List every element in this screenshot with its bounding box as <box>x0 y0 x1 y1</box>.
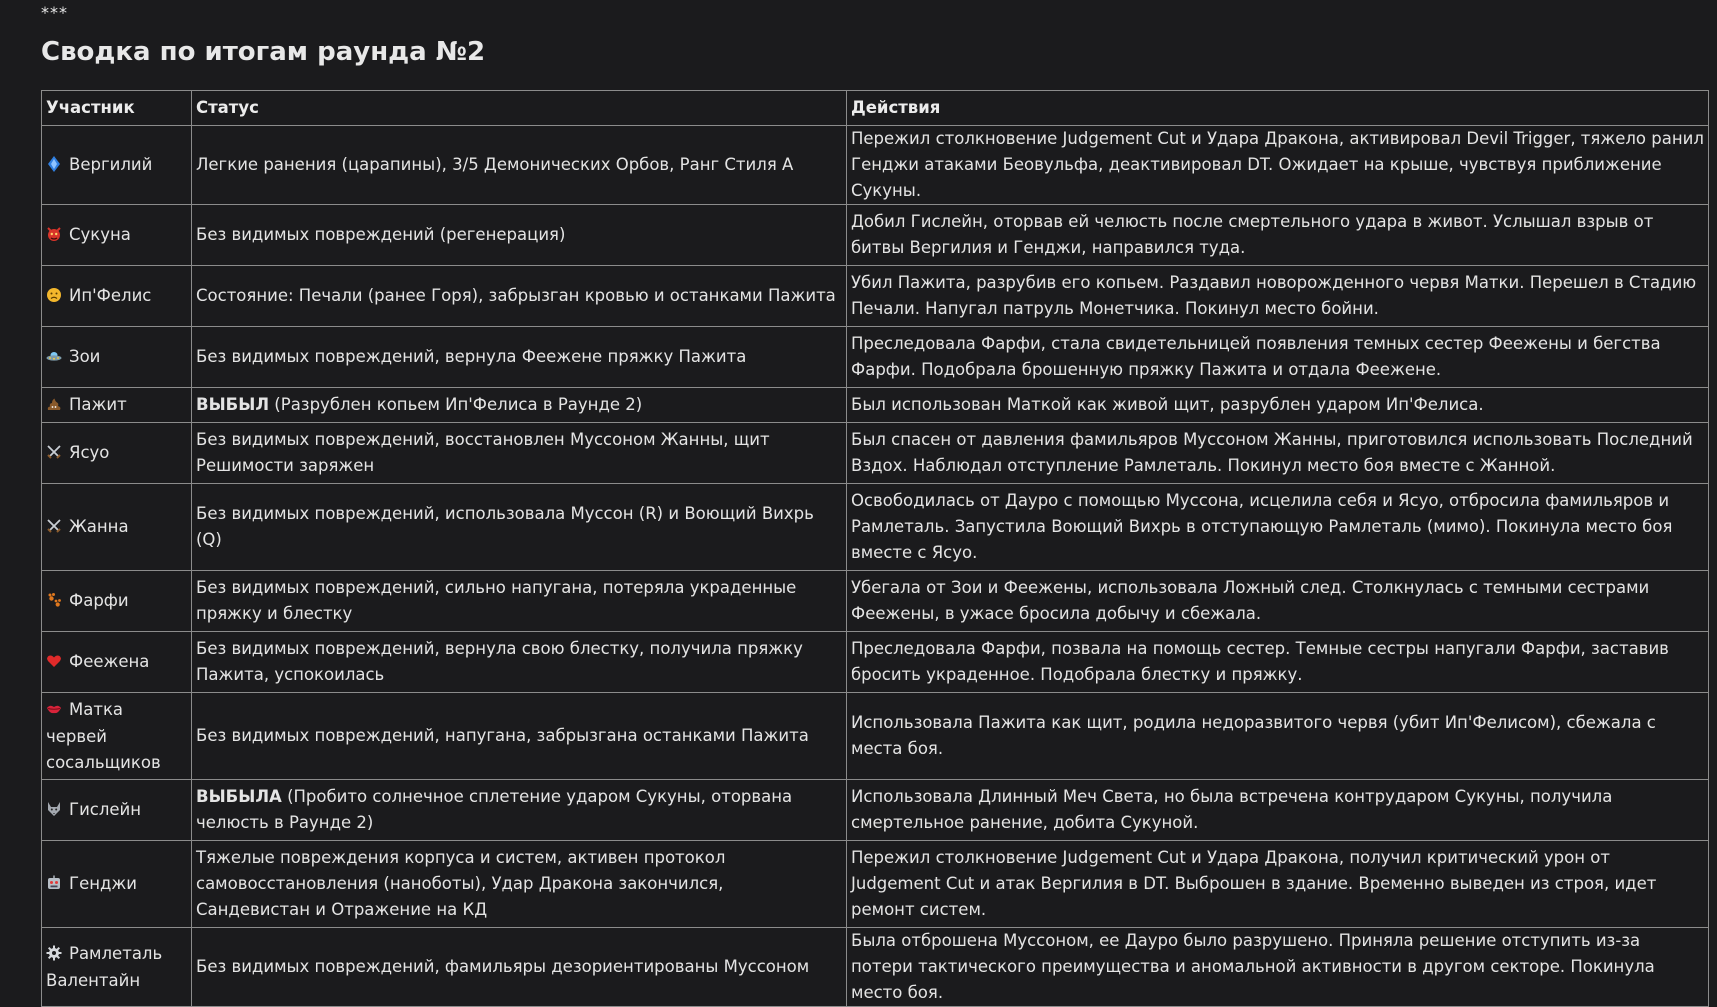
actions-cell: Убил Пажита, разрубив его копьем. Раздавил новорожденного червя Матки. Перешел в Стадию Печали. Напугал патруль Монетчика. Покинул место бойни. <box>847 266 1709 327</box>
actions-cell: Убегала от Зои и Феежены, использовала Ложный след. Столкнулась с темными сестрами Феежены, в ужасе бросила добычу и сбежала. <box>847 571 1709 632</box>
participant-cell <box>42 126 192 205</box>
crossed-swords-icon <box>46 441 62 467</box>
status-cell <box>192 266 847 327</box>
table-row <box>42 388 1709 423</box>
table-row <box>42 327 1709 388</box>
actions-cell: Пережил столкновение Judgement Cut и Удара Дракона, получил критический урон от Judgement Cut и атак Вергилия в DT. Выброшен в здание. Временно выведен из строя, идет ремонт систем. <box>847 841 1709 928</box>
status-cell <box>192 205 847 266</box>
status-text: Без видимых повреждений, использовала Муссон (R) и Воющий Вихрь (Q) <box>196 504 814 549</box>
status-text: Состояние: Печали (ранее Горя), забрызган кровью и останками Пажита <box>196 286 836 305</box>
status-text: Без видимых повреждений, вернула Феежене пряжку Пажита <box>196 347 747 366</box>
table-row <box>42 780 1709 841</box>
actions-cell: Преследовала Фарфи, позвала на помощь сестер. Темные сестры напугали Фарфи, заставив бросить украденное. Подобрала блестку и пряжку. <box>847 632 1709 693</box>
status-text: Без видимых повреждений, вернула свою блестку, получила пряжку Пажита, успокоилась <box>196 639 803 684</box>
status-text: Без видимых повреждений, сильно напугана, потеряла украденные пряжку и блестку <box>196 578 797 623</box>
actions-cell: Преследовала Фарфи, стала свидетельницей появления темных сестер Феежены и бегства Фарфи. Подобрала брошенную пряжку Пажита и отдала Феежене. <box>847 327 1709 388</box>
participant-cell <box>42 484 192 571</box>
sad-face-icon <box>46 284 62 310</box>
participant-cell <box>42 780 192 841</box>
status-text: Без видимых повреждений, напугана, забрызгана останками Пажита <box>196 726 809 745</box>
table-row <box>42 484 1709 571</box>
status-text: (Пробито солнечное сплетение ударом Сукуны, оторвана челюсть в Раунде 2) <box>196 787 793 832</box>
crossed-swords-icon <box>46 515 62 541</box>
participant-cell <box>42 266 192 327</box>
red-heart-icon <box>46 650 62 676</box>
status-cell <box>192 423 847 484</box>
participant-name: Матка червей сосальщиков <box>46 699 161 772</box>
page-title: Сводка по итогам раунда №2 <box>41 37 486 67</box>
participant-name: Гислейн <box>69 799 142 819</box>
table-row <box>42 423 1709 484</box>
actions-cell: Был использован Маткой как живой щит, разрублен ударом Ип'Фелиса. <box>847 388 1709 423</box>
actions-cell: Была отброшена Муссоном, ее Дауро было разрушено. Приняла решение отступить из-за потери тактического преимущества и аномальной активности в другом секторе. Покинула место боя. <box>847 928 1709 1007</box>
participant-name: Рамлеталь Валентайн <box>46 943 163 990</box>
participant-cell <box>42 693 192 780</box>
participant-cell <box>42 632 192 693</box>
paw-prints-icon <box>46 589 62 615</box>
status-cell <box>192 693 847 780</box>
robot-face-icon <box>46 872 62 898</box>
status-cell <box>192 928 847 1007</box>
participant-name: Сукуна <box>69 224 131 244</box>
participant-name: Ясуо <box>69 442 110 462</box>
participant-cell <box>42 928 192 1007</box>
table-row <box>42 571 1709 632</box>
status-cell <box>192 632 847 693</box>
status-cell <box>192 571 847 632</box>
actions-cell: Пережил столкновение Judgement Cut и Удара Дракона, активировал Devil Trigger, тяжело ранил Генджи атаками Беовульфа, деактивировал DT. Ожидает на крыше, чувствуя приближение Сукуны. <box>847 126 1709 205</box>
participant-name: Феежена <box>69 651 150 671</box>
table-header-row <box>42 91 1709 126</box>
status-text: (Разрублен копьем Ип'Фелиса в Раунде 2) <box>269 395 643 414</box>
actions-cell: Добил Гислейн, оторвав ей челюсть после смертельного удара в живот. Услышал взрыв от битвы Вергилия и Генджи, направился туда. <box>847 205 1709 266</box>
participant-cell <box>42 571 192 632</box>
column-header-status: Статус <box>192 91 847 126</box>
column-header-actions: Действия <box>847 91 1709 126</box>
status-eliminated: ВЫБЫЛ <box>196 395 270 414</box>
status-eliminated: ВЫБЫЛА <box>196 787 282 806</box>
demon-face-icon <box>46 223 62 249</box>
status-cell <box>192 126 847 205</box>
status-text: Без видимых повреждений, фамильяры дезориентированы Муссоном <box>196 957 810 976</box>
actions-cell: Использовала Длинный Меч Света, но была встречена контрударом Сукуны, получила смертельное ранение, добита Сукуной. <box>847 780 1709 841</box>
separator-stars: *** <box>41 3 68 22</box>
gear-icon <box>46 942 62 968</box>
participant-name: Ип'Фелис <box>69 285 152 305</box>
actions-cell: Был спасен от давления фамильяров Муссоном Жанны, приготовился использовать Последний Вздох. Наблюдал отступление Рамлеталь. Покинул место боя вместе с Жанной. <box>847 423 1709 484</box>
table-row <box>42 205 1709 266</box>
ufo-icon <box>46 345 62 371</box>
poop-icon <box>46 393 62 419</box>
participant-cell <box>42 327 192 388</box>
participant-cell <box>42 388 192 423</box>
participant-name: Зои <box>69 346 101 366</box>
participant-name: Генджи <box>69 873 137 893</box>
table-row <box>42 693 1709 780</box>
actions-cell: Использовала Пажита как щит, родила недоразвитого червя (убит Ип'Фелисом), сбежала с места боя. <box>847 693 1709 780</box>
participant-cell <box>42 423 192 484</box>
table-row <box>42 266 1709 327</box>
participant-cell <box>42 841 192 928</box>
status-cell <box>192 484 847 571</box>
table-row <box>42 841 1709 928</box>
status-text: Без видимых повреждений, восстановлен Муссоном Жанны, щит Решимости заряжен <box>196 430 770 475</box>
table-row <box>42 126 1709 205</box>
participant-name: Фарфи <box>69 590 129 610</box>
participant-name: Пажит <box>69 394 127 414</box>
status-text: Без видимых повреждений (регенерация) <box>196 225 566 244</box>
status-cell <box>192 780 847 841</box>
table-row <box>42 632 1709 693</box>
status-cell <box>192 388 847 423</box>
column-header-participant: Участник <box>42 91 192 126</box>
wolf-face-icon <box>46 798 62 824</box>
participant-name: Жанна <box>69 516 129 536</box>
round-summary-table <box>41 90 1709 1007</box>
participant-name: Вергилий <box>69 154 153 174</box>
status-text: Легкие ранения (царапины), 3/5 Демонических Орбов, Ранг Стиля A <box>196 155 794 174</box>
status-cell <box>192 841 847 928</box>
status-cell <box>192 327 847 388</box>
lips-icon <box>46 698 62 724</box>
blue-diamond-icon <box>46 153 62 179</box>
actions-cell: Освободилась от Дауро с помощью Муссона, исцелила себя и Ясуо, отбросила фамильяров и Рамлеталь. Запустила Воющий Вихрь в отступающую Рамлеталь (мимо). Покинула место боя вместе с Ясуо. <box>847 484 1709 571</box>
participant-cell <box>42 205 192 266</box>
status-text: Тяжелые повреждения корпуса и систем, активен протокол самовосстановления (наноботы), Удар Дракона закончился, Сандевистан и Отражение на КД <box>196 848 726 919</box>
table-row <box>42 928 1709 1007</box>
